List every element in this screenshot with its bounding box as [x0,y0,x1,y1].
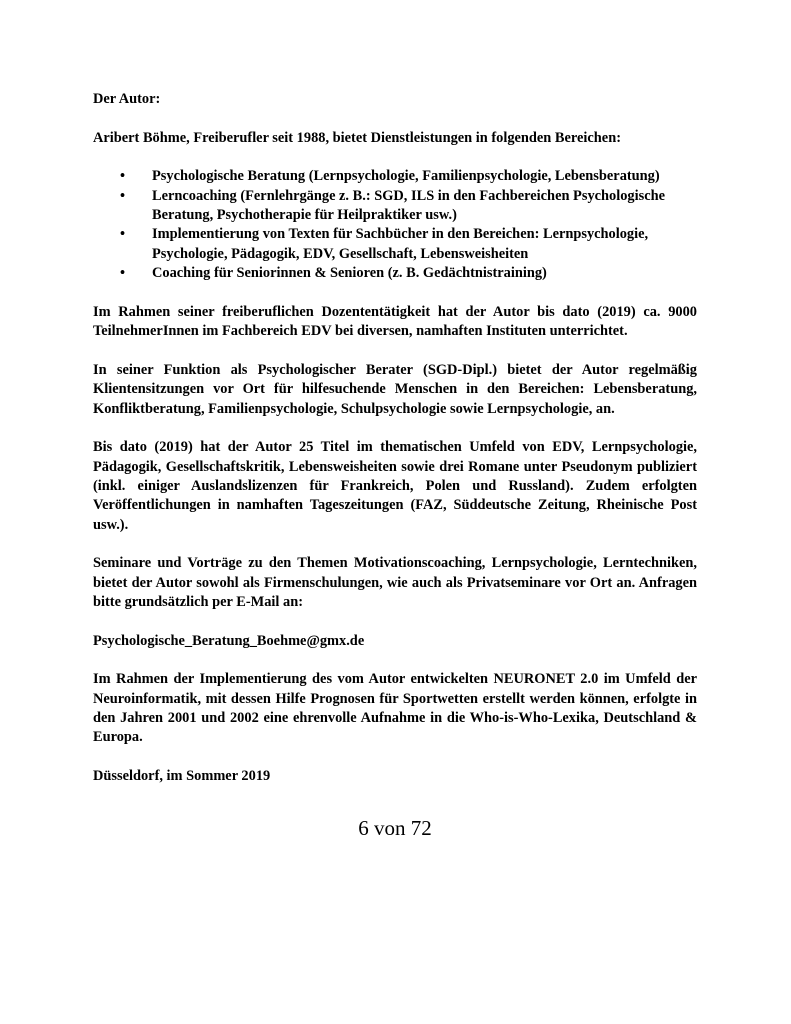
bullet-icon: • [120,265,126,282]
body-paragraph-berater-funktion: In seiner Funktion als Psychologischer Berater (SGD-Dipl.) bietet der Autor regelmäßig Klientensitzungen vor Ort für hilfesuchende Menschen in den Bereichen: Lebensberatung, Konfliktberatung, Familienpsychologie, Schulpsychologie sowie Lernpsychologie, an. [93,361,697,417]
bullet-icon: • [120,226,126,243]
list-item-text: Psychologische Beratung (Lernpsychologie, Familienpsychologie, Lebensberatung) [152,168,660,185]
list-item [93,264,697,283]
list-item-text: Implementierung von Texten für Sachbücher in den Bereichen: Lernpsychologie, Psychologie, Pädagogik, EDV, Gesellschaft, Lebensweisheiten [152,226,649,262]
list-item [93,187,697,226]
email-address: Psychologische_Beratung_Boehme@gmx.de [93,632,365,649]
section-heading: Der Autor: [93,91,161,107]
page-number: 6 von 72 [358,816,432,841]
intro-paragraph: Aribert Böhme, Freiberufler seit 1988, bietet Dienstleistungen in folgenden Bereichen: [93,129,621,146]
bullet-icon: • [120,168,126,185]
services-list [93,167,697,283]
list-item [93,167,697,186]
list-item-text: Lerncoaching (Fernlehrgänge z. B.: SGD, ILS in den Fachbereichen Psychologische Beratung, Psychotherapie für Heilpraktiker usw.) [152,187,665,224]
signoff-line: Düsseldorf, im Sommer 2019 [93,768,271,785]
body-paragraph-neuronet: Im Rahmen der Implementierung des vom Autor entwickelten NEURONET 2.0 im Umfeld der Neuroinformatik, mit dessen Hilfe Prognosen für Sportwetten erstellt werden können, erfolgte in den Jahren 2001 und 2002 eine ehrenvolle Aufnahme in die Who-is-Who-Lexika, Deutschland & Europa. [93,671,697,746]
list-item-text: Coaching für Seniorinnen & Senioren (z. B. Gedächtnistraining) [152,265,547,282]
bullet-icon: • [120,187,126,204]
body-paragraph-dozententaetigkeit: Im Rahmen seiner freiberuflichen Dozententätigkeit hat der Autor bis dato (2019) ca. 9000 TeilnehmerInnen im Fachbereich EDV bei diversen, namhaften Instituten unterrichtet. [93,303,697,340]
list-item [93,225,697,264]
body-paragraph-publikationen: Bis dato (2019) hat der Autor 25 Titel im thematischen Umfeld von EDV, Lernpsychologie, Pädagogik, Gesellschaftskritik, Lebensweisheiten sowie drei Romane unter Pseudonym publiziert (inkl. einiger Auslandslizenzen für Frankreich, Polen und Russland). Zudem erfolgten Veröffentlichungen in namhaften Tageszeitungen (FAZ, Süddeutsche Zeitung, Rheinische Post usw.). [93,439,697,533]
body-paragraph-seminare: Seminare und Vorträge zu den Themen Motivationscoaching, Lernpsychologie, Lerntechniken, bietet der Autor sowohl als Firmenschulungen, wie auch als Privatseminare vor Ort an. Anfragen bitte grundsätzlich per E-Mail an: [93,555,697,610]
